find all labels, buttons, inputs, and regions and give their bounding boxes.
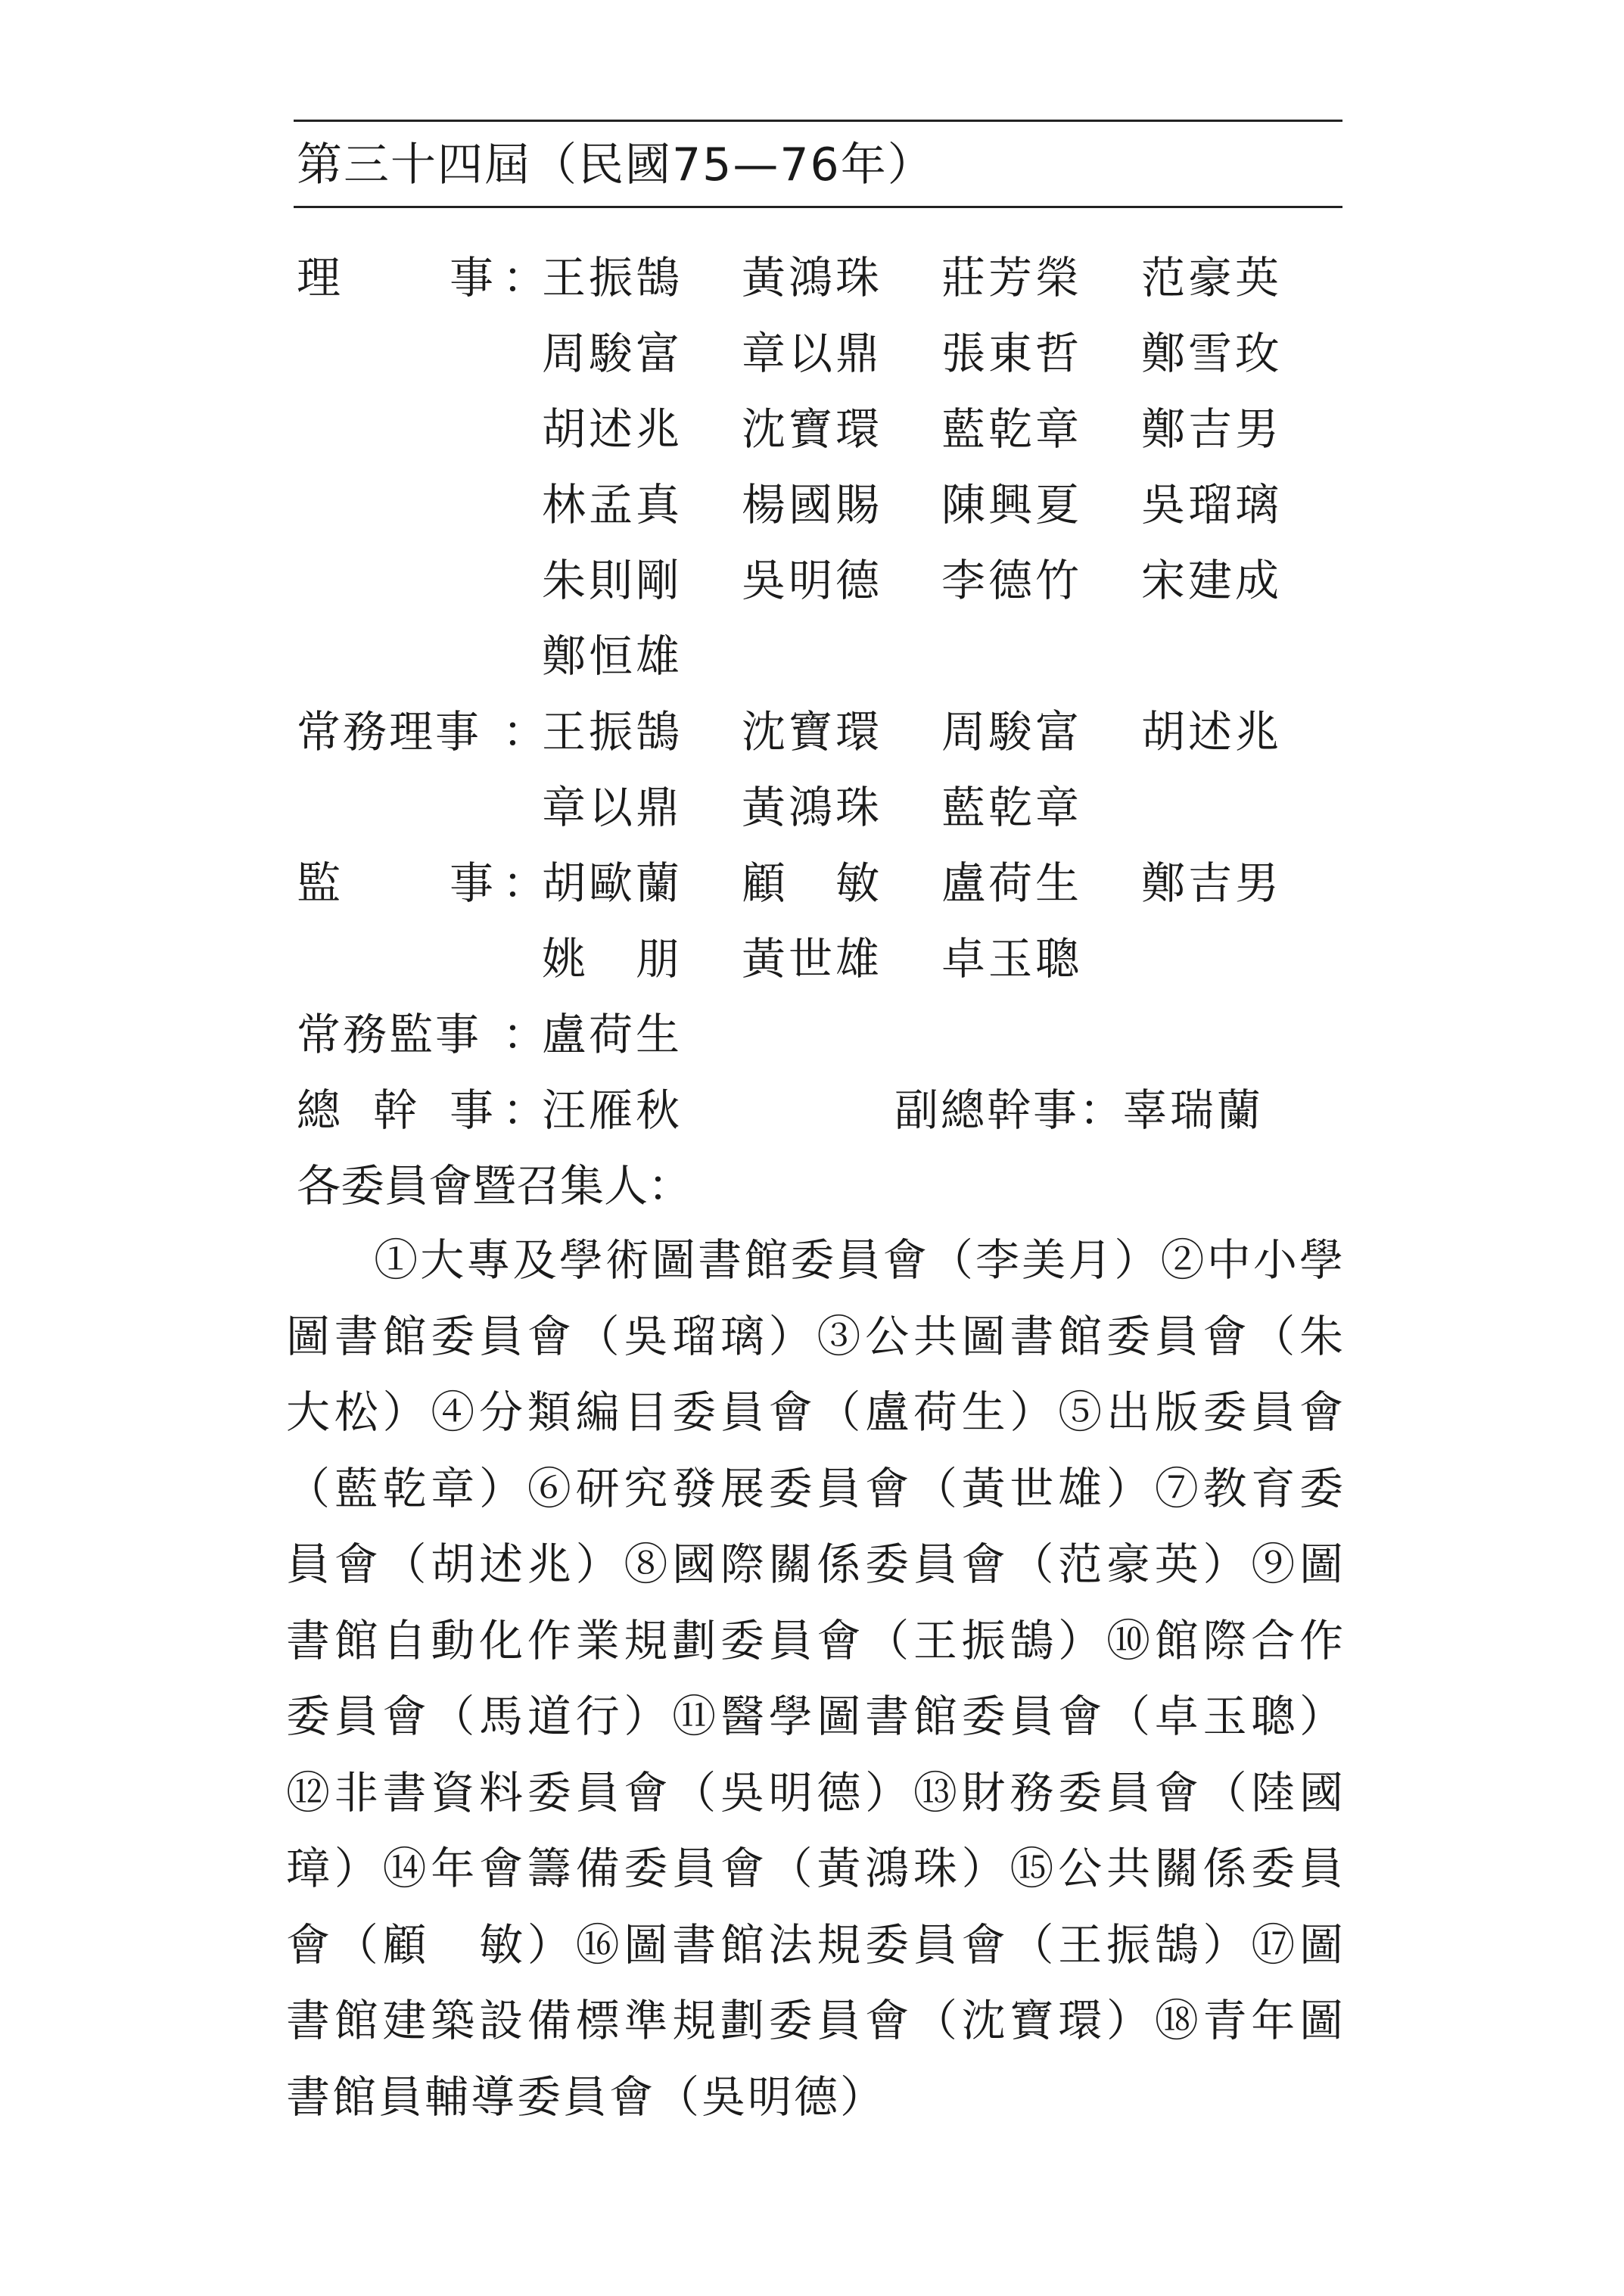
director-name: 鄭恒雄	[542, 630, 683, 682]
supervisor-name: 黃世雄	[742, 933, 883, 985]
director-name: 鄭雪玫	[1141, 328, 1283, 379]
directors-row-3	[0, 395, 1624, 463]
standing-supervisor-row	[0, 1000, 1624, 1069]
standing-director-name: 黃鴻珠	[742, 782, 883, 833]
colon: ：	[502, 1009, 547, 1060]
supervisor-name: 姚 朋	[542, 933, 683, 985]
director-name: 吳明德	[742, 555, 883, 606]
colon: ：	[502, 706, 547, 758]
director-name: 陳興夏	[941, 479, 1083, 530]
directors-row-6	[0, 622, 1624, 690]
top-rule	[294, 120, 1342, 122]
supervisor-name: 胡歐蘭	[542, 857, 683, 909]
committees-paragraph	[286, 1222, 1346, 2135]
directors-row-2	[0, 319, 1624, 387]
secretary-general-name: 汪雁秋	[542, 1084, 683, 1136]
director-name: 吳瑠璃	[1141, 479, 1283, 530]
directors-label: 理 事	[297, 252, 493, 303]
director-name: 宋建成	[1141, 555, 1283, 606]
standing-supervisor-name: 盧荷生	[542, 1009, 683, 1060]
director-name: 鄭吉男	[1141, 403, 1283, 455]
director-name: 朱則剛	[542, 555, 683, 606]
colon: ：	[502, 252, 547, 303]
director-name: 楊國賜	[742, 479, 883, 530]
standing-director-name: 胡述兆	[1141, 706, 1283, 758]
deputy-secretary: 副總幹事：辜瑞蘭	[894, 1084, 1265, 1136]
standing-director-name: 沈寶環	[742, 706, 883, 758]
directors-row-5	[0, 546, 1624, 614]
director-name: 沈寶環	[742, 403, 883, 455]
supervisor-name: 卓玉聰	[941, 933, 1083, 985]
standing-director-name: 藍乾章	[941, 782, 1083, 833]
deputy-secretary-label: 副總幹事	[894, 1084, 1080, 1136]
director-name: 黃鴻珠	[742, 252, 883, 303]
bottom-rule	[294, 206, 1342, 208]
director-name: 藍乾章	[941, 403, 1083, 455]
secretary-row	[0, 1076, 1624, 1144]
supervisors-label: 監 事	[297, 857, 493, 909]
standing-directors-row-2	[0, 773, 1624, 842]
director-name: 胡述兆	[542, 403, 683, 455]
deputy-secretary-name: 辜瑞蘭	[1123, 1084, 1265, 1136]
supervisors-row-2	[0, 925, 1624, 993]
director-name: 李德竹	[941, 555, 1083, 606]
standing-directors-label: 常務理事	[297, 706, 482, 758]
supervisor-name: 鄭吉男	[1141, 857, 1283, 909]
standing-director-name: 章以鼎	[542, 782, 683, 833]
directors-row-4	[0, 471, 1624, 539]
standing-director-name: 王振鵠	[542, 706, 683, 758]
committees-heading: 各委員會暨召集人：	[297, 1160, 692, 1212]
directors-row-1	[0, 244, 1624, 312]
director-name: 莊芳榮	[941, 252, 1083, 303]
standing-supervisor-label: 常務監事	[297, 1009, 482, 1060]
director-name: 周駿富	[542, 328, 683, 379]
page-title: 第三十四屆（民國75—76年）	[297, 138, 935, 191]
director-name: 范豪英	[1141, 252, 1283, 303]
committees-text: ①大專及學術圖書館委員會（李美月）②中小學圖書館委員會（吳瑠璃）③公共圖書館委員會（朱大松）④分類編目委員會（盧荷生）⑤出版委員會（藍乾章）⑥研究發展委員會（黃世雄）⑦教育委員會（胡述兆）⑧國際關係委員會（范豪英）⑨圖書館自動化作業規劃委員會（王振鵠）⑩館際合作委員會（馬道行）⑪醫學圖書館委員會（卓玉聰）⑫非書資料委員會（吳明德）⑬財務委員會（陸國璋）⑭年會籌備委員會（黃鴻珠）⑮公共關係委員會（顧 敏）⑯圖書館法規委員會（王振鵠）⑰圖書館建築設備標準規劃委員會（沈寶環）⑱青年圖書館員輔導委員會（吳明德）	[286, 1234, 1346, 2123]
standing-directors-row-1	[0, 698, 1624, 766]
director-name: 王振鵠	[542, 252, 683, 303]
colon: ：	[502, 1084, 547, 1136]
supervisors-row-1	[0, 849, 1624, 917]
secretary-general-label: 總 幹 事	[297, 1084, 493, 1136]
supervisor-name: 顧 敏	[742, 857, 883, 909]
standing-director-name: 周駿富	[941, 706, 1083, 758]
director-name: 林孟真	[542, 479, 683, 530]
supervisor-name: 盧荷生	[941, 857, 1083, 909]
colon: ：	[502, 857, 547, 909]
director-name: 章以鼎	[742, 328, 883, 379]
director-name: 張東哲	[941, 328, 1083, 379]
